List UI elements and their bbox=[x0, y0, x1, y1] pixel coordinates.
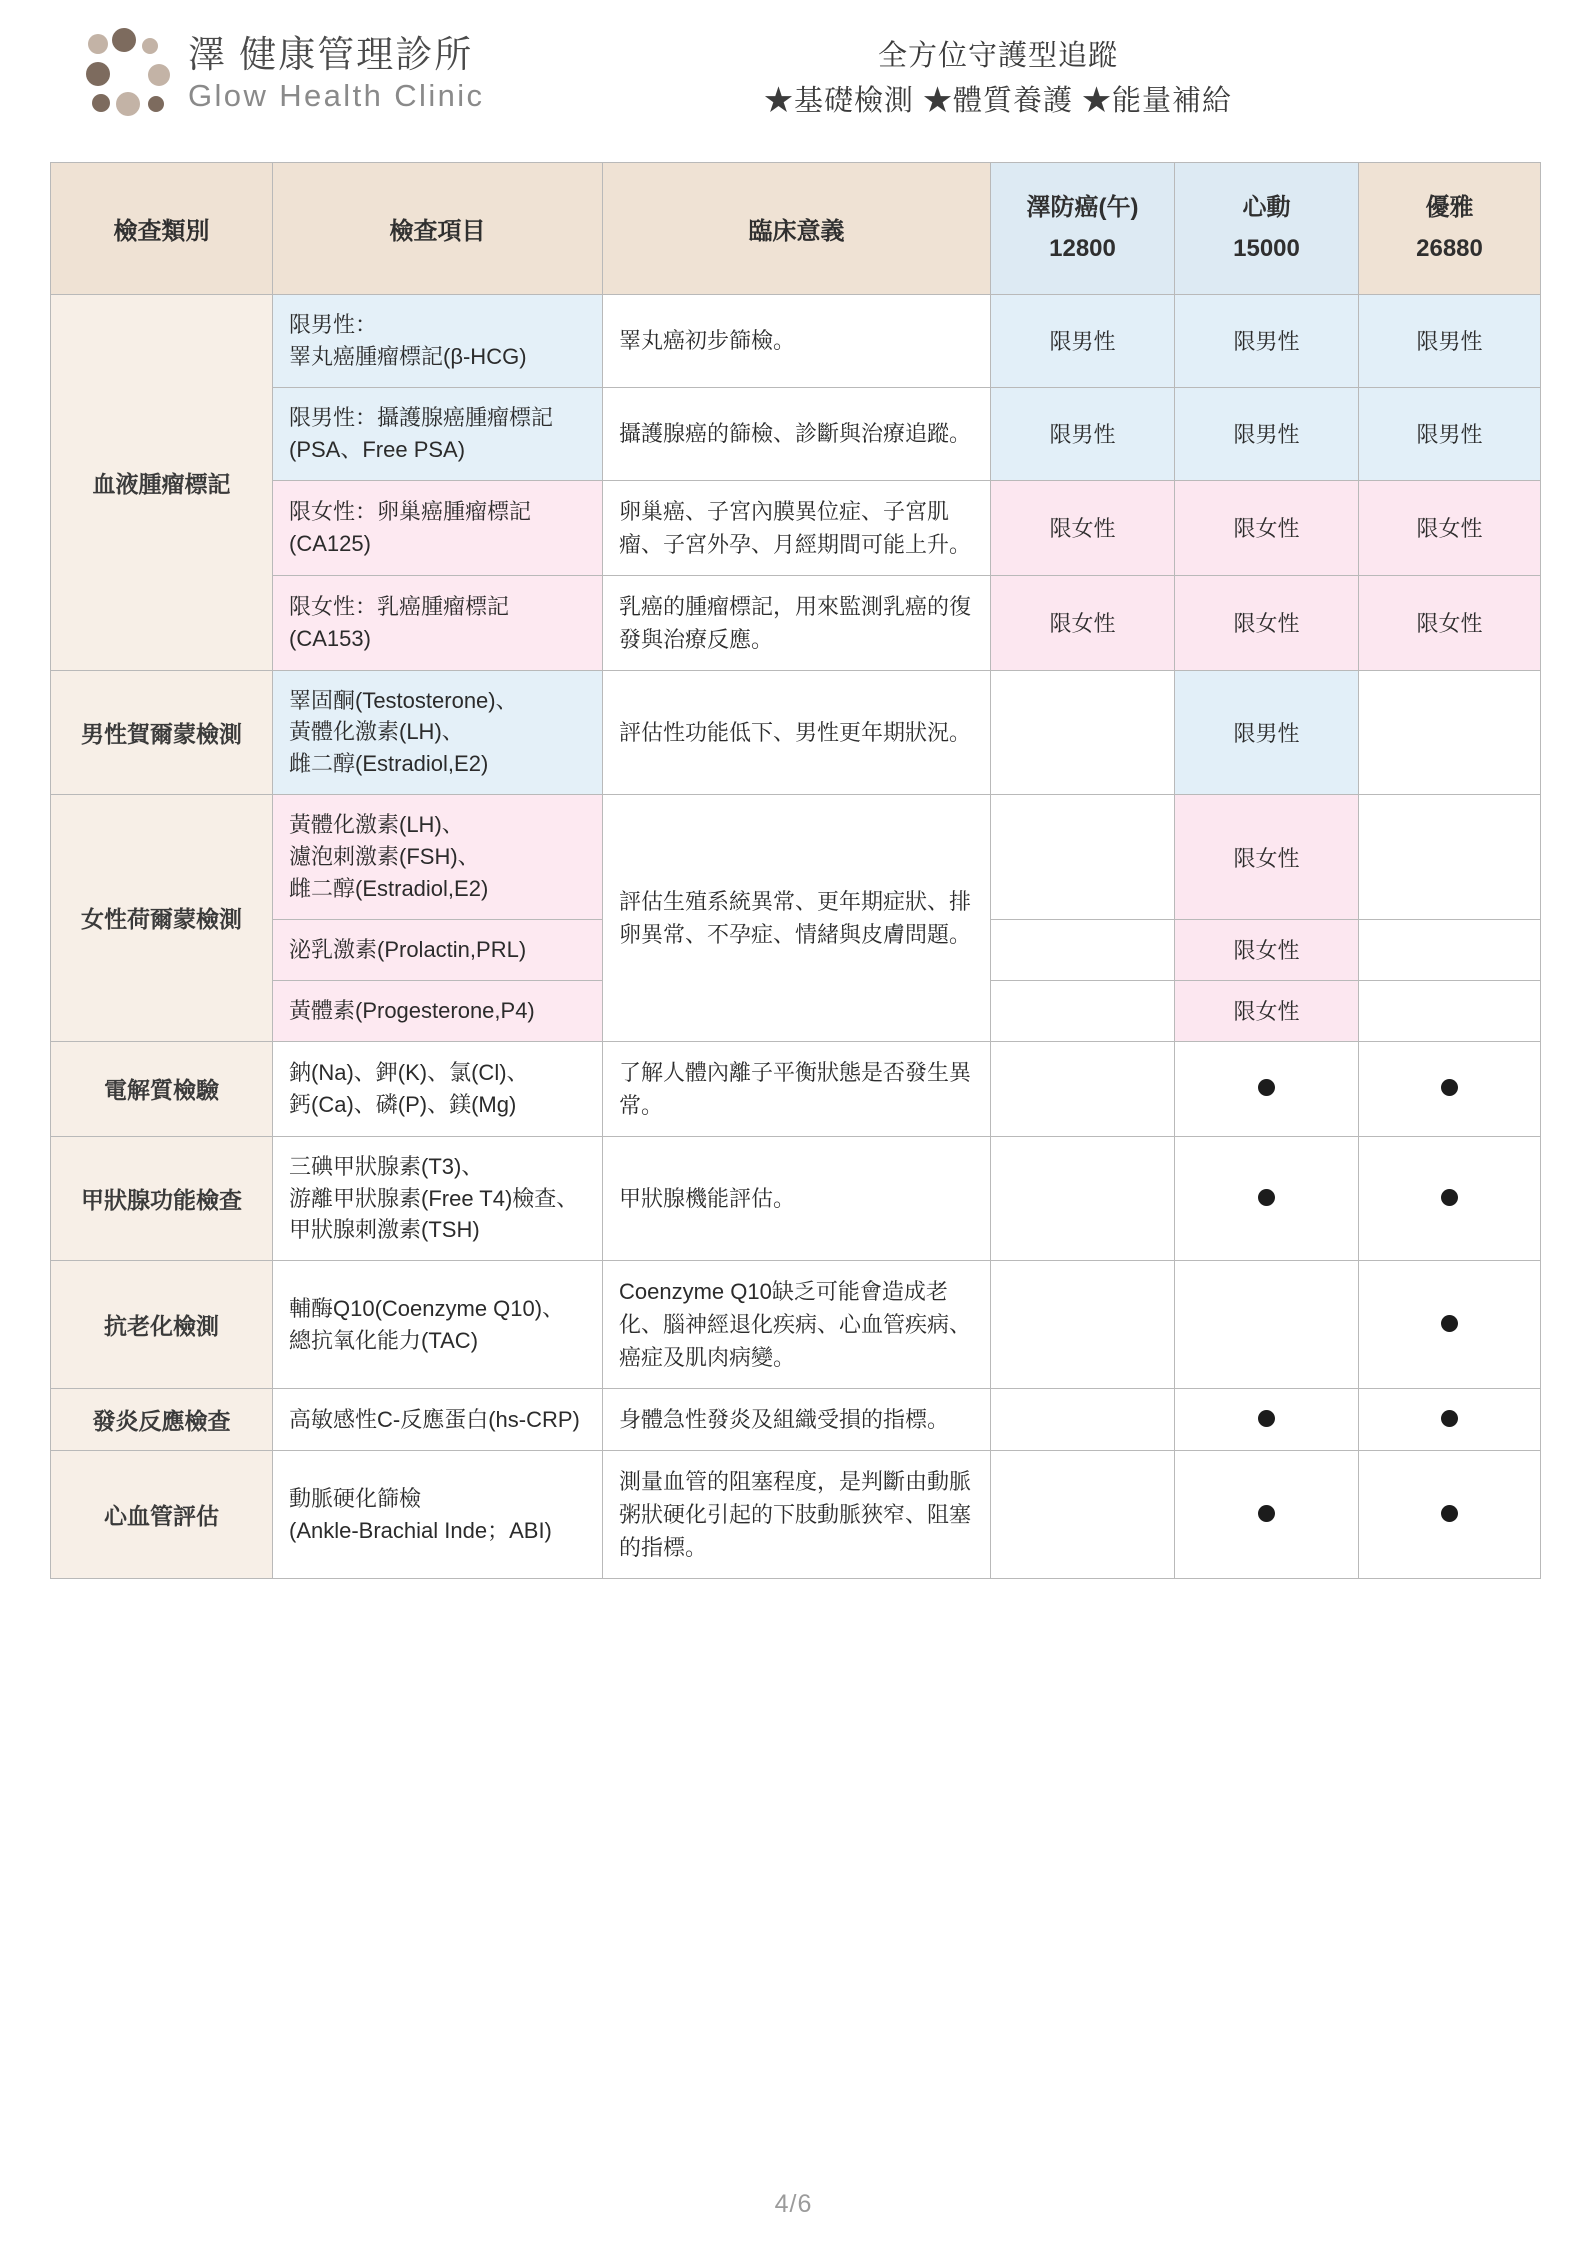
row-plan-3-value bbox=[1359, 919, 1541, 980]
row-category: 發炎反應檢查 bbox=[51, 1389, 273, 1451]
row-plan-1-value: 限男性 bbox=[991, 295, 1175, 388]
row-plan-2-value: 限女性 bbox=[1175, 919, 1359, 980]
row-meaning: 評估性功能低下、男性更年期狀況。 bbox=[603, 670, 991, 795]
included-dot-icon bbox=[1258, 1410, 1275, 1427]
row-plan-3-value bbox=[1359, 670, 1541, 795]
table-row bbox=[51, 295, 1541, 388]
row-category: 抗老化檢測 bbox=[51, 1261, 273, 1389]
row-item: 三碘甲狀腺素(T3)、 游離甲狀腺素(Free T4)檢查、 甲狀腺刺激素(TSH) bbox=[273, 1136, 603, 1261]
row-meaning: 乳癌的腫瘤標記，用來監測乳癌的復發與治療反應。 bbox=[603, 575, 991, 670]
row-plan-1-value bbox=[991, 919, 1175, 980]
col-header-meaning: 臨床意義 bbox=[603, 163, 991, 295]
row-meaning: Coenzyme Q10缺乏可能會造成老化、腦神經退化疾病、心血管疾病、癌症及肌肉病變。 bbox=[603, 1261, 991, 1389]
included-dot-icon bbox=[1258, 1189, 1275, 1206]
row-plan-3-value bbox=[1359, 1136, 1541, 1261]
clinic-name-en: Glow Health Clinic bbox=[188, 78, 485, 114]
tagline-line-2: ★基礎檢測 ★體質養護 ★能量補給 bbox=[763, 84, 1233, 117]
plan-2-price: 15000 bbox=[1233, 234, 1300, 262]
row-plan-2-value: 限男性 bbox=[1175, 670, 1359, 795]
row-item: 高敏感性C-反應蛋白(hs-CRP) bbox=[273, 1389, 603, 1451]
page-footer: 4/6 bbox=[774, 2190, 813, 2218]
row-plan-3-value bbox=[1359, 1451, 1541, 1579]
row-plan-2-value bbox=[1175, 1261, 1359, 1389]
table-header bbox=[51, 163, 1541, 295]
row-plan-2-value: 限男性 bbox=[1175, 387, 1359, 480]
col-header-item: 檢查項目 bbox=[273, 163, 603, 295]
row-meaning: 甲狀腺機能評估。 bbox=[603, 1136, 991, 1261]
row-plan-3-value bbox=[1359, 1041, 1541, 1136]
table-row bbox=[51, 1451, 1541, 1579]
plan-1-price: 12800 bbox=[1049, 234, 1116, 262]
row-plan-1-value bbox=[991, 795, 1175, 920]
plan-3-name: 優雅 bbox=[1425, 193, 1474, 221]
row-category: 女性荷爾蒙檢測 bbox=[51, 795, 273, 1041]
row-plan-3-value bbox=[1359, 1389, 1541, 1451]
row-category: 電解質檢驗 bbox=[51, 1041, 273, 1136]
row-plan-2-value: 限女性 bbox=[1175, 980, 1359, 1041]
exam-items-table bbox=[50, 162, 1541, 1579]
plan-3-price: 26880 bbox=[1416, 234, 1483, 262]
row-plan-1-value: 限女性 bbox=[991, 575, 1175, 670]
row-item: 鈉(Na)、鉀(K)、氯(Cl)、 鈣(Ca)、磷(P)、鎂(Mg) bbox=[273, 1041, 603, 1136]
row-plan-2-value: 限女性 bbox=[1175, 795, 1359, 920]
row-meaning: 測量血管的阻塞程度，是判斷由動脈粥狀硬化引起的下肢動脈狹窄、阻塞的指標。 bbox=[603, 1451, 991, 1579]
row-plan-3-value: 限男性 bbox=[1359, 295, 1541, 388]
table-row bbox=[51, 1389, 1541, 1451]
included-dot-icon bbox=[1441, 1079, 1458, 1096]
table-row bbox=[51, 1136, 1541, 1261]
included-dot-icon bbox=[1258, 1505, 1275, 1522]
included-dot-icon bbox=[1441, 1315, 1458, 1332]
table-row bbox=[51, 1041, 1541, 1136]
row-plan-3-value bbox=[1359, 980, 1541, 1041]
row-plan-1-value: 限男性 bbox=[991, 387, 1175, 480]
col-header-plan-2 bbox=[1175, 163, 1359, 295]
row-item: 黃體化激素(LH)、 濾泡刺激素(FSH)、 雌二醇(Estradiol,E2) bbox=[273, 795, 603, 920]
table-row bbox=[51, 670, 1541, 795]
row-category: 心血管評估 bbox=[51, 1451, 273, 1579]
table-row bbox=[51, 575, 1541, 670]
row-plan-1-value: 限女性 bbox=[991, 480, 1175, 575]
table-row bbox=[51, 1261, 1541, 1389]
plan-2-name: 心動 bbox=[1242, 193, 1291, 221]
plan-1-name: 澤防癌(午) bbox=[1026, 193, 1139, 221]
included-dot-icon bbox=[1258, 1079, 1275, 1096]
row-plan-1-value bbox=[991, 1136, 1175, 1261]
table-row bbox=[51, 795, 1541, 920]
row-plan-3-value: 限男性 bbox=[1359, 387, 1541, 480]
row-plan-3-value: 限女性 bbox=[1359, 575, 1541, 670]
row-category: 男性賀爾蒙檢測 bbox=[51, 670, 273, 795]
included-dot-icon bbox=[1441, 1189, 1458, 1206]
table-row bbox=[51, 480, 1541, 575]
row-item: 限女性：乳癌腫瘤標記 (CA153) bbox=[273, 575, 603, 670]
row-plan-1-value bbox=[991, 1041, 1175, 1136]
row-plan-2-value bbox=[1175, 1041, 1359, 1136]
row-item: 動脈硬化篩檢 (Ankle-Brachial Inde；ABI) bbox=[273, 1451, 603, 1579]
logo-dots-icon bbox=[86, 28, 178, 120]
included-dot-icon bbox=[1441, 1505, 1458, 1522]
page-header bbox=[48, 22, 1539, 162]
row-item: 輔酶Q10(Coenzyme Q10)、 總抗氧化能力(TAC) bbox=[273, 1261, 603, 1389]
row-plan-3-value: 限女性 bbox=[1359, 480, 1541, 575]
row-meaning: 攝護腺癌的篩檢、診斷與治療追蹤。 bbox=[603, 387, 991, 480]
header-tagline bbox=[688, 34, 1308, 124]
row-item: 黃體素(Progesterone,P4) bbox=[273, 980, 603, 1041]
row-meaning: 身體急性發炎及組織受損的指標。 bbox=[603, 1389, 991, 1451]
row-category: 血液腫瘤標記 bbox=[51, 295, 273, 671]
row-plan-3-value bbox=[1359, 795, 1541, 920]
col-header-plan-3 bbox=[1359, 163, 1541, 295]
row-plan-2-value bbox=[1175, 1389, 1359, 1451]
row-plan-2-value bbox=[1175, 1451, 1359, 1579]
row-plan-1-value bbox=[991, 1389, 1175, 1451]
row-item: 睪固酮(Testosterone)、 黃體化激素(LH)、 雌二醇(Estradiol,E2) bbox=[273, 670, 603, 795]
row-plan-1-value bbox=[991, 1261, 1175, 1389]
row-plan-3-value bbox=[1359, 1261, 1541, 1389]
row-plan-2-value: 限男性 bbox=[1175, 295, 1359, 388]
row-meaning: 評估生殖系統異常、更年期症狀、排卵異常、不孕症、情緒與皮膚問題。 bbox=[603, 795, 991, 1041]
row-item: 泌乳激素(Prolactin,PRL) bbox=[273, 919, 603, 980]
table-row bbox=[51, 387, 1541, 480]
tagline-line-1: 全方位守護型追蹤 bbox=[877, 40, 1118, 72]
clinic-name-zh: 澤 健康管理診所 bbox=[188, 33, 474, 75]
row-category: 甲狀腺功能檢查 bbox=[51, 1136, 273, 1261]
row-plan-2-value: 限女性 bbox=[1175, 480, 1359, 575]
row-meaning: 卵巢癌、子宮內膜異位症、子宮肌瘤、子宮外孕、月經期間可能上升。 bbox=[603, 480, 991, 575]
row-item: 限男性：攝護腺癌腫瘤標記 (PSA、Free PSA) bbox=[273, 387, 603, 480]
row-plan-1-value bbox=[991, 1451, 1175, 1579]
clinic-logo bbox=[86, 28, 484, 120]
row-plan-1-value bbox=[991, 980, 1175, 1041]
row-item: 限女性：卵巢癌腫瘤標記 (CA125) bbox=[273, 480, 603, 575]
col-header-plan-1 bbox=[991, 163, 1175, 295]
row-plan-1-value bbox=[991, 670, 1175, 795]
row-meaning: 了解人體內離子平衡狀態是否發生異常。 bbox=[603, 1041, 991, 1136]
row-plan-2-value: 限女性 bbox=[1175, 575, 1359, 670]
row-plan-2-value bbox=[1175, 1136, 1359, 1261]
col-header-category: 檢查類別 bbox=[51, 163, 273, 295]
table-body bbox=[51, 295, 1541, 1579]
row-item: 限男性： 睪丸癌腫瘤標記(β-HCG) bbox=[273, 295, 603, 388]
row-meaning: 睪丸癌初步篩檢。 bbox=[603, 295, 991, 388]
included-dot-icon bbox=[1441, 1410, 1458, 1427]
clinic-name-block bbox=[188, 35, 484, 114]
